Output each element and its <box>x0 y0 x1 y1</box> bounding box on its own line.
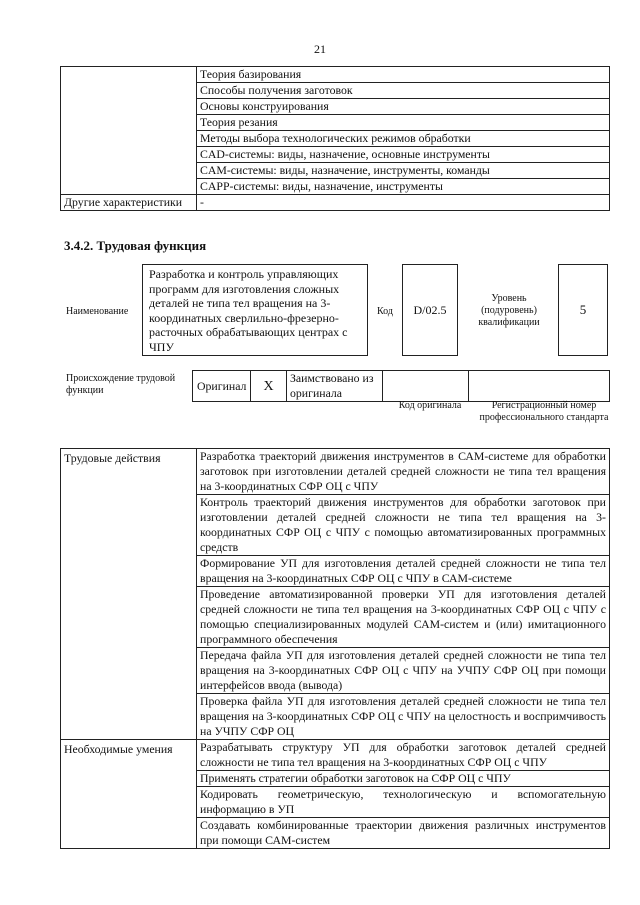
skill-item: Кодировать геометрическую, технологическую и вспомогательную информацию в УП <box>197 787 610 818</box>
name-label: Наименование <box>66 306 129 317</box>
knowledge-label-cell <box>61 67 197 195</box>
other-characteristics-value: - <box>197 195 610 211</box>
code-original-caption: Код оригинала <box>398 400 462 411</box>
origin-table <box>192 370 610 402</box>
original-mark: X <box>251 371 287 402</box>
table-row <box>61 740 610 771</box>
reg-number-cell <box>469 371 610 402</box>
knowledge-item: Методы выбора технологических режимов обработки <box>197 131 610 147</box>
code-original-cell <box>383 371 469 402</box>
skills-label: Необходимые умения <box>61 740 197 849</box>
knowledge-item: CAPP-системы: виды, назначение, инструменты <box>197 179 610 195</box>
action-item: Контроль траекторий движения инструментов для обработки заготовок при изготовлении деталей средней сложности не типа тел вращения на 3-координатных СФР ОЦ с ЧПУ с помощью автоматизированных программных средств <box>197 495 610 556</box>
action-item: Разработка траекторий движения инструментов в САМ-системе для обработки заготовок при изготовлении деталей средней сложности не типа тел вращения на 3-координатных СФР ОЦ с ЧПУ <box>197 449 610 495</box>
action-item: Передача файла УП для изготовления деталей средней сложности не типа тел вращения на 3-координатных СФР ОЦ с ЧПУ на УЧПУ СФР ОЦ при помощи интерфейсов ввода (вывода) <box>197 648 610 694</box>
code-value-box <box>402 264 458 356</box>
borrowed-label: Заимствовано из оригинала <box>287 371 383 402</box>
origin-label: Происхождение трудовой функции <box>66 373 176 396</box>
original-label: Оригинал <box>193 371 251 402</box>
table-row <box>61 67 610 83</box>
knowledge-item: CAD-системы: виды, назначение, основные инструменты <box>197 147 610 163</box>
table-row <box>193 371 610 402</box>
table-row <box>61 449 610 495</box>
level-value-box <box>558 264 608 356</box>
table-row <box>61 195 610 211</box>
page-number: 21 <box>314 42 326 56</box>
code-value: D/02.5 <box>413 302 447 317</box>
function-name: Разработка и контроль управляющих программ для изготовления сложных деталей не типа тел вращения на 3-координатных сверлильно-фрезерно-расточных обрабатывающих центрах с ЧПУ <box>149 267 348 354</box>
other-characteristics-label: Другие характеристики <box>61 195 197 211</box>
knowledge-table <box>60 66 610 211</box>
skill-item: Создавать комбинированные траектории движения различных инструментов при помощи САМ-систем <box>197 818 610 849</box>
action-item: Проверка файла УП для изготовления деталей средней сложности не типа тел вращения на 3-координатных СФР ОЦ с ЧПУ на целостность и воспримчивость на УЧПУ СФР ОЦ <box>197 694 610 740</box>
level-value: 5 <box>579 302 587 317</box>
action-item: Проведение автоматизированной проверки УП для изготовления деталей средней сложности не типа тел вращения на 3-координатных СФР ОЦ с ЧПУ с помощью специализированных модулей САМ-систем и (или) имитационного программного обеспечения <box>197 587 610 648</box>
knowledge-item: Основы конструирования <box>197 99 610 115</box>
knowledge-item: Способы получения заготовок <box>197 83 610 99</box>
reg-number-caption: Регистрационный номер профессионального стандарта <box>479 400 609 423</box>
knowledge-item: CAM-системы: виды, назначение, инструменты, команды <box>197 163 610 179</box>
name-value-box <box>142 264 368 356</box>
knowledge-item: Теория базирования <box>197 67 610 83</box>
actions-label: Трудовые действия <box>61 449 197 740</box>
actions-table <box>60 448 610 849</box>
skill-item: Применять стратегии обработки заготовок на СФР ОЦ с ЧПУ <box>197 771 610 787</box>
code-label: Код <box>377 306 393 317</box>
action-item: Формирование УП для изготовления деталей средней сложности не типа тел вращения на 3-координатных СФР ОЦ с ЧПУ в САМ-системе <box>197 556 610 587</box>
knowledge-item: Теория резания <box>197 115 610 131</box>
skill-item: Разрабатывать структуру УП для обработки заготовок деталей средней сложности не типа тел вращения на 3-координатных СФР ОЦ с ЧПУ <box>197 740 610 771</box>
section-title: 3.4.2. Трудовая функция <box>64 238 207 253</box>
level-label: Уровень (подуровень) квалификации <box>478 293 540 328</box>
